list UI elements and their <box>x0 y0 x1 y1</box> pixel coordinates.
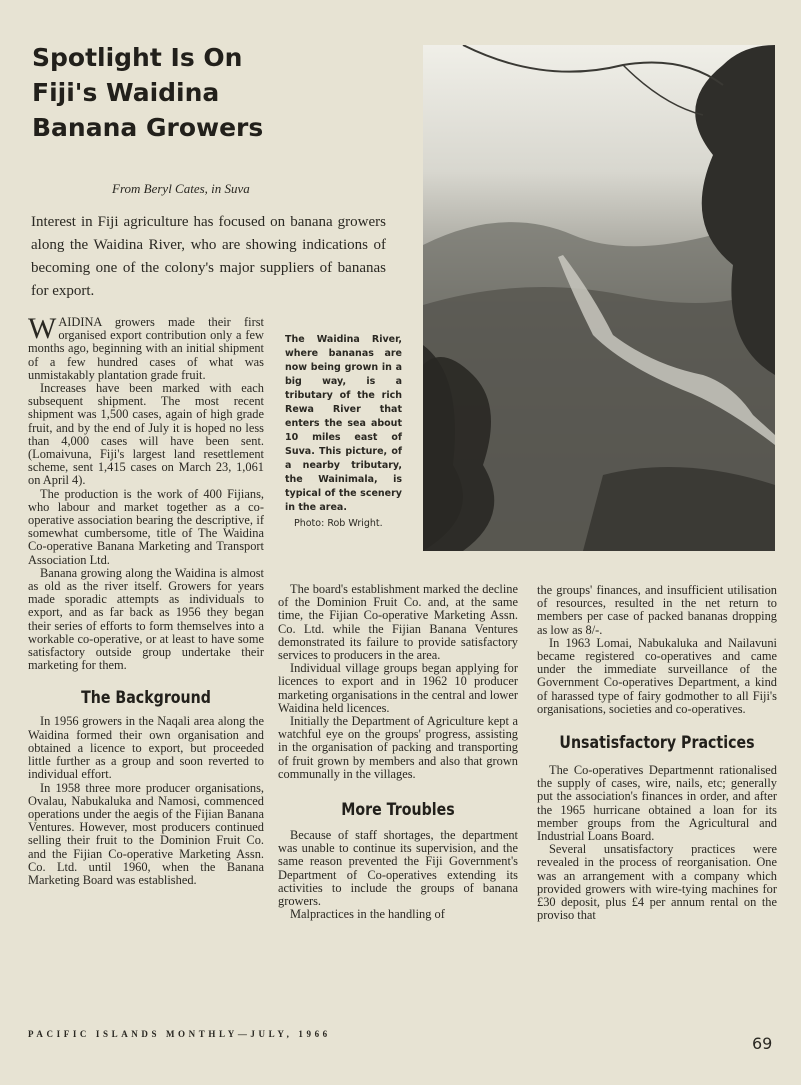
body-paragraph: Banana growing along the Waidina is almost as old as the river itself. Growers for years made sporadic attempts as individuals to export, and as far back as 1956 they began their series of efforts to form themselves into a workable co-operative, or at least to have some satisfactory outside group undertake their marketing for them. <box>28 565 264 673</box>
article-column-3 <box>537 584 777 922</box>
body-paragraph: In 1963 Lomai, Nabukaluka and Nailavuni became registered co-operatives and came under the immediate surveillance of the Government Co-operatives Department, a kind of harassed type of fairy godmother to all Fiji's organisations, societies and co-operatives. <box>537 635 777 716</box>
body-paragraph: The Co-operatives Departmennt rationalised the supply of cases, wire, nails, etc; generally put the association's finances in order, and after the 1965 hurricane obtained a loan for its member groups from the Agricultural and Industrial Loans Board. <box>537 763 777 844</box>
river-photo-illustration <box>423 45 775 551</box>
headline-line: Banana Growers <box>32 113 264 142</box>
headline-line: Spotlight Is On <box>32 43 243 72</box>
body-paragraph: Malpractices in the handling of <box>290 907 445 922</box>
article-column-1 <box>28 312 264 887</box>
headline-line: Fiji's Waidina <box>32 78 220 107</box>
body-paragraph: the groups' finances, and insufficient utilisation of resources, resulted in the net return to members per case of packed bananas dropping as low as 8/-. <box>537 583 777 637</box>
body-paragraph: Individual village groups began applying for licences to export and in 1962 10 producer marketing organisations in the central and lower Waidina held licences. <box>278 661 518 715</box>
photo-credit: Photo: Rob Wright. <box>294 518 383 529</box>
drop-cap: W <box>28 312 57 345</box>
page-number: 69 <box>752 1034 773 1053</box>
body-paragraph: In 1956 growers in the Naqali area along the Waidina formed their own organisation and obtained a licence to export, but proceeded little further as a group and soon reverted to individual effort. <box>28 714 264 782</box>
section-heading: The Background <box>81 688 211 708</box>
body-paragraph: In 1958 three more producer organisations, Ovalau, Nabukaluka and Namosi, commenced operations under the aegis of the Fijian Banana Ventures. However, most producers continued selling their fruit to the Dominion Fruit Co. and the Fijian Co-operative Marketing Assn. Co. Ltd. until 1960, when the Banana Marketing Board was established. <box>28 780 264 887</box>
lead-paragraph <box>28 312 264 382</box>
body-paragraph: Because of staff shortages, the department was unable to continue its supervision, and the same reason prevented the Fiji Government's Department of Co-operatives extending its activities to include the groups of banana growers. <box>278 828 518 909</box>
intro-paragraph: Interest in Fiji agriculture has focused on banana growers along the Waidina River, who are showing indications of becoming one of the colony's major suppliers of bananas for export. <box>31 214 386 299</box>
headline <box>32 40 332 145</box>
river-photo <box>423 45 775 551</box>
byline: From Beryl Cates, in Suva <box>112 181 250 196</box>
body-paragraph: Increases have been marked with each subsequent shipment. The most recent shipment was 1,500 cases, again of high grade fruit, and by the end of July it is hoped no less than 4,000 cases will have been sent. (Lomaivuna, Fiji's largest land resettlement scheme, sent 1,415 cases on March 23, 1,061 on April 4). <box>28 381 264 488</box>
body-paragraph: Initially the Department of Agriculture kept a watchful eye on the groups' progress, assisting in the organisation of packing and transporting of fruit grown by members and also that grown communally in the villages. <box>278 714 518 781</box>
magazine-footer: PACIFIC ISLANDS MONTHLY—JULY, 1966 <box>28 1029 331 1039</box>
article-column-2 <box>278 583 518 921</box>
lead-paragraph-text: AIDINA growers made their first organised export contribution only a few months ago, beginning with an initial shipment of a few hundred cases of what was unmistakably plantation grade fruit. <box>28 315 264 382</box>
body-paragraph: Several unsatisfactory practices were revealed in the process of reorganisation. One was an arrangement with a company which provided growers with wire-tying machines for £30 deposit, plus £4 per annum rental on the proviso that <box>537 842 777 923</box>
section-heading: Unsatisfactory Practices <box>559 733 755 753</box>
body-paragraph: The board's establishment marked the decline of the Dominion Fruit Co. and, at the same time, the Fijian Co-operative Marketing Assn. Co. Ltd. while the Fijian Banana Ventures demonstrated its failure to provide satisfactory services to producers in the area. <box>278 582 518 663</box>
body-paragraph: The production is the work of 400 Fijians, who labour and market together as a co-operative association bearing the descriptive, if somewhat cumbersome, title of The Waidina Co-operative Banana Marketing and Transport Association Ltd. <box>28 486 264 567</box>
photo-caption: The Waidina River, where bananas are now being grown in a big way, is a tributary of the rich Rewa River that enters the sea about 10 miles east of Suva. This picture, of a nearby tributary, the Wainimala, is typical of the scenery in the area. <box>285 334 402 513</box>
section-heading: More Troubles <box>341 800 455 820</box>
